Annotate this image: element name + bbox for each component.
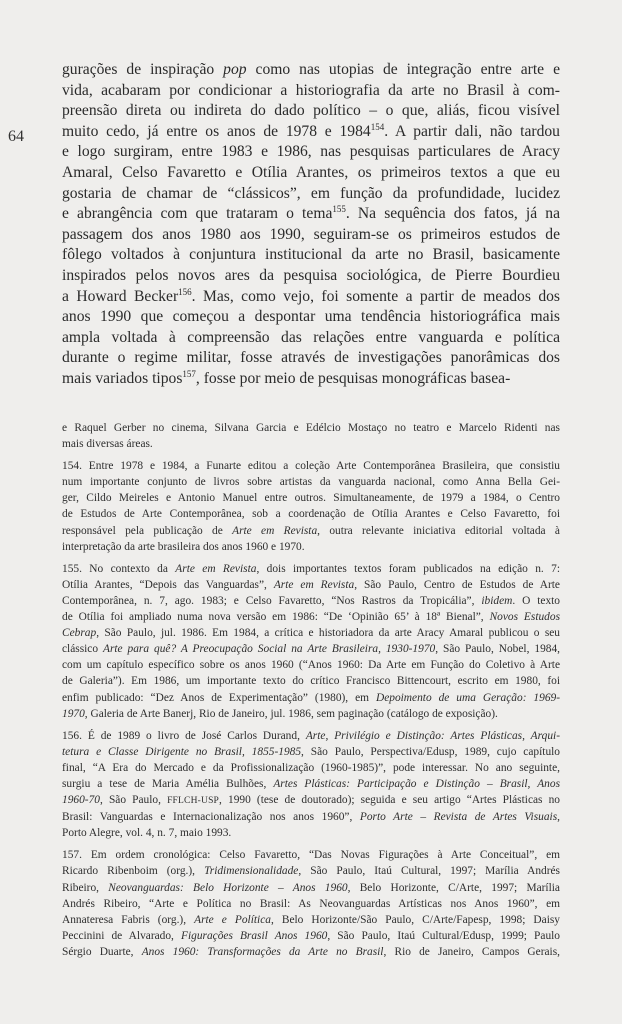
body-line: e abrangência com que trataram o tema$^{155}$. Na sequência dos fatos, já na [62, 204, 560, 223]
note-line: ger, Cildo Meireles e Antonio Manuel entre outros. Simultaneamente, de 1979 a 1984, o Centro [62, 492, 560, 505]
note-line: surgiu a tese de Maria Amélia Bulhões, Artes Plásticas: Participação e Distinção – Brasil, Anos [62, 777, 561, 790]
italic-title: 1960-70 [62, 794, 100, 807]
note-line: 1970, Galeria de Arte Banerj, Rio de Janeiro, jul. 1986, sem paginação (catálogo de exposição). [62, 707, 498, 720]
body-text [62, 60, 560, 390]
note-line: 154. Entre 1978 e 1984, a Funarte editou a coleção Arte Contemporânea Brasileira, que consistiu [62, 460, 560, 473]
note-line: 156. É de 1989 o livro de José Carlos Durand, Arte, Privilégio e Distinção: Artes Plásticas, Arqui- [62, 729, 560, 742]
note-154 [62, 458, 560, 555]
body-line: gurações de inspiração pop como nas utopias de integração entre arte e [62, 61, 560, 78]
note-157 [62, 847, 560, 960]
italic-title: tetura e Classe Dirigente no Brasil, 1855-1985 [62, 745, 302, 758]
body-line: durante o regime militar, fosse através de investigações panorâmicas dos [62, 349, 560, 367]
body-line: e logo surgiram, entre 1983 e 1986, nas pesquisas particulares de Aracy [62, 143, 560, 161]
body-line: mais variados tipos$^{157}$, fosse por meio de pesquisas monográficas basea- [62, 368, 511, 387]
italic-title: 1970 [62, 707, 85, 720]
footnote-ref: 154 [370, 121, 385, 132]
small-caps-text: FFLCH-USP [167, 796, 220, 807]
note-continuation [62, 420, 560, 452]
note-line: Cebrap, São Paulo, jul. 1986. Em 1984, a crítica e historiadora da arte Aracy Amaral publicou o seu [62, 627, 560, 640]
note-line: Ribeiro, Neovanguardas: Belo Horizonte – Anos 1960, Belo Horizonte, C/Arte, 1997; Marília [62, 881, 560, 894]
body-line: muito cedo, já entre os anos de 1978 e 1984$^{154}$. A partir dali, não tardou [62, 121, 560, 140]
note-line: de Estudos de Arte Contemporânea, sob a coordenação de Otília Arantes e Celso Favaretto, foi [62, 508, 560, 521]
body-line: gostaria de chamar de “clássicos”, em função da profundidade, lucidez [62, 184, 560, 202]
italic-title: Arte para quê? A Preocupação Social na Arte Brasileira, 1930-1970 [103, 643, 436, 656]
note-line: Andrés Ribeiro, “Arte e Política no Brasil: As Neovanguardas Artísticas nos Anos 1960”, em [62, 897, 560, 910]
italic-title: Arte em Revista [273, 578, 355, 591]
body-line: anos 1990 que começou a despontar uma tendência historiográfica mais [62, 308, 560, 326]
note-line: de Galeria”). Em 1986, um importante texto do crítico Francisco Bittencourt, escrito em 1980, foi [62, 675, 560, 688]
note-line: 1960-70, São Paulo, FFLCH-USP, 1990 (tese de doutorado); seguida e seu artigo “Artes Plásticas no [62, 794, 561, 807]
footnote-ref: 156 [178, 286, 192, 297]
body-line: a Howard Becker$^{156}$. Mas, como vejo, foi somente a partir de meados dos [62, 286, 560, 305]
note-156 [62, 728, 560, 842]
italic-title: Arte e Política [194, 913, 271, 926]
italic-title: Arte em Revista [232, 524, 318, 537]
note-line: Contemporânea, n. 7, ago. 1983; e Celso Favaretto, “Nos Rastros da Tropicália”, ibidem. O texto [62, 594, 561, 607]
italic-title: Artes Plásticas: Participação e Distinção – Brasil, Anos [273, 777, 561, 790]
body-line: Amaral, Celso Favaretto e Otília Arantes, os primeiros textos a que eu [62, 163, 560, 181]
note-line: num importante conjunto de livros sobre artistas da vanguarda nacional, como Anna Bella Gei- [62, 476, 560, 489]
note-line: interpretação da arte brasileira dos anos 1960 e 1970. [62, 540, 305, 553]
italic-title: ibidem [481, 594, 513, 607]
note-line: 157. Em ordem cronológica: Celso Favaretto, “Das Novas Figurações à Arte Conceitual”, em [62, 849, 560, 862]
note-line: enfim publicado: “Dez Anos de Experimentação” (1980), em Depoimento de uma Geração: 1969- [62, 691, 561, 704]
italic-title: Tridimensionalidade [204, 865, 299, 878]
note-line: mais diversas áreas. [62, 438, 153, 451]
note-line: final, “A Era do Mercado e da Profissionalização (1960-1985)”, pode interessar. No ano seguinte, [62, 761, 560, 774]
italic-title: Arte, Privilégio e Distinção: Artes Plásticas, Arqui- [305, 729, 560, 742]
body-line: preensão direta ou indireta do dado político – o que, aliás, ficou visível [62, 102, 560, 120]
note-line: Annateresa Fabris (org.), Arte e Política, Belo Horizonte/São Paulo, C/Arte/Fapesp, 1998; Daisy [62, 913, 560, 926]
body-line: fôlego voltados à conjuntura institucional da arte no Brasil, basicamente [62, 246, 560, 264]
body-line: passagem dos anos 1980 aos 1990, seguiram-se os primeiros estudos de [62, 225, 560, 243]
italic-title: pop [223, 61, 247, 78]
italic-title: Figurações Brasil Anos 1960 [181, 929, 328, 942]
note-line: tetura e Classe Dirigente no Brasil, 1855-1985, São Paulo, Perspectiva/Edusp, 1989, cujo capítulo [62, 745, 560, 758]
italic-title: Anos 1960: Transformações da Arte no Brasil [141, 945, 384, 958]
footnote-ref: 155 [332, 204, 346, 215]
italic-title: Depoimento de uma Geração: 1969- [375, 691, 561, 704]
footnotes [62, 420, 560, 966]
note-line: clássico Arte para quê? A Preocupação Social na Arte Brasileira, 1930-1970, São Paulo, Nobel, 1984, [62, 643, 561, 656]
note-line: e Raquel Gerber no cinema, Silvana Garcia e Edélcio Mostaço no teatro e Marcelo Ridenti nas [62, 422, 560, 434]
note-line: com um capítulo específico sobre os anos 1960 (“Anos 1960: Da Arte em Função do Coletivo à Arte [62, 659, 560, 672]
body-line: vida, acabaram por condicionar a historiografia da arte no Brasil à com- [62, 81, 560, 99]
note-line: Peccinini de Alvarado, Figurações Brasil Anos 1960, São Paulo, Itaú Cultural/Edusp, 1999; Paulo [62, 929, 560, 942]
note-line: Sérgio Duarte, Anos 1960: Transformações da Arte no Brasil, Rio de Janeiro, Campos Gerais, [62, 945, 560, 958]
note-155 [62, 561, 560, 722]
italic-title: Cebrap [62, 627, 97, 640]
body-line: inspirados pelos novos ares da pesquisa sociológica, de Pierre Bourdieu [62, 266, 560, 284]
note-line: Brasil: Vanguardas e Internacionalização nos anos 1960”, Porto Arte – Revista de Artes Visuais, [62, 811, 560, 824]
italic-title: Neovanguardas: Belo Horizonte – Anos 1960 [108, 881, 348, 894]
note-line: 155. No contexto da Arte em Revista, dois importantes textos foram publicados na edição n. 7: [62, 562, 560, 575]
note-line: responsável pela publicação de Arte em Revista, outra relevante iniciativa editorial voltada à [62, 524, 560, 537]
italic-title: Arte em Revista [175, 562, 257, 575]
note-line: Ricardo Ribenboim (org.), Tridimensionalidade, São Paulo, Itaú Cultural, 1997; Marília Andrés [62, 865, 560, 878]
note-line: de Otília foi ampliado numa nova versão em 1986: “De ‘Opinião 65’ à 18ª Bienal”, Novos Estudos [62, 611, 561, 624]
body-line: ampla voltada à compreensão das relações entre vanguarda e política [62, 328, 560, 346]
note-line: Otília Arantes, “Depois das Vanguardas”, Arte em Revista, São Paulo, Centro de Estudos de Arte [62, 578, 560, 591]
italic-title: Porto Arte – Revista de Artes Visuais [359, 811, 558, 824]
page-number: 64 [8, 128, 24, 145]
footnote-ref: 157 [182, 368, 196, 379]
italic-title: Novos Estudos [489, 611, 561, 624]
note-line: Porto Alegre, vol. 4, n. 7, maio 1993. [62, 827, 232, 840]
